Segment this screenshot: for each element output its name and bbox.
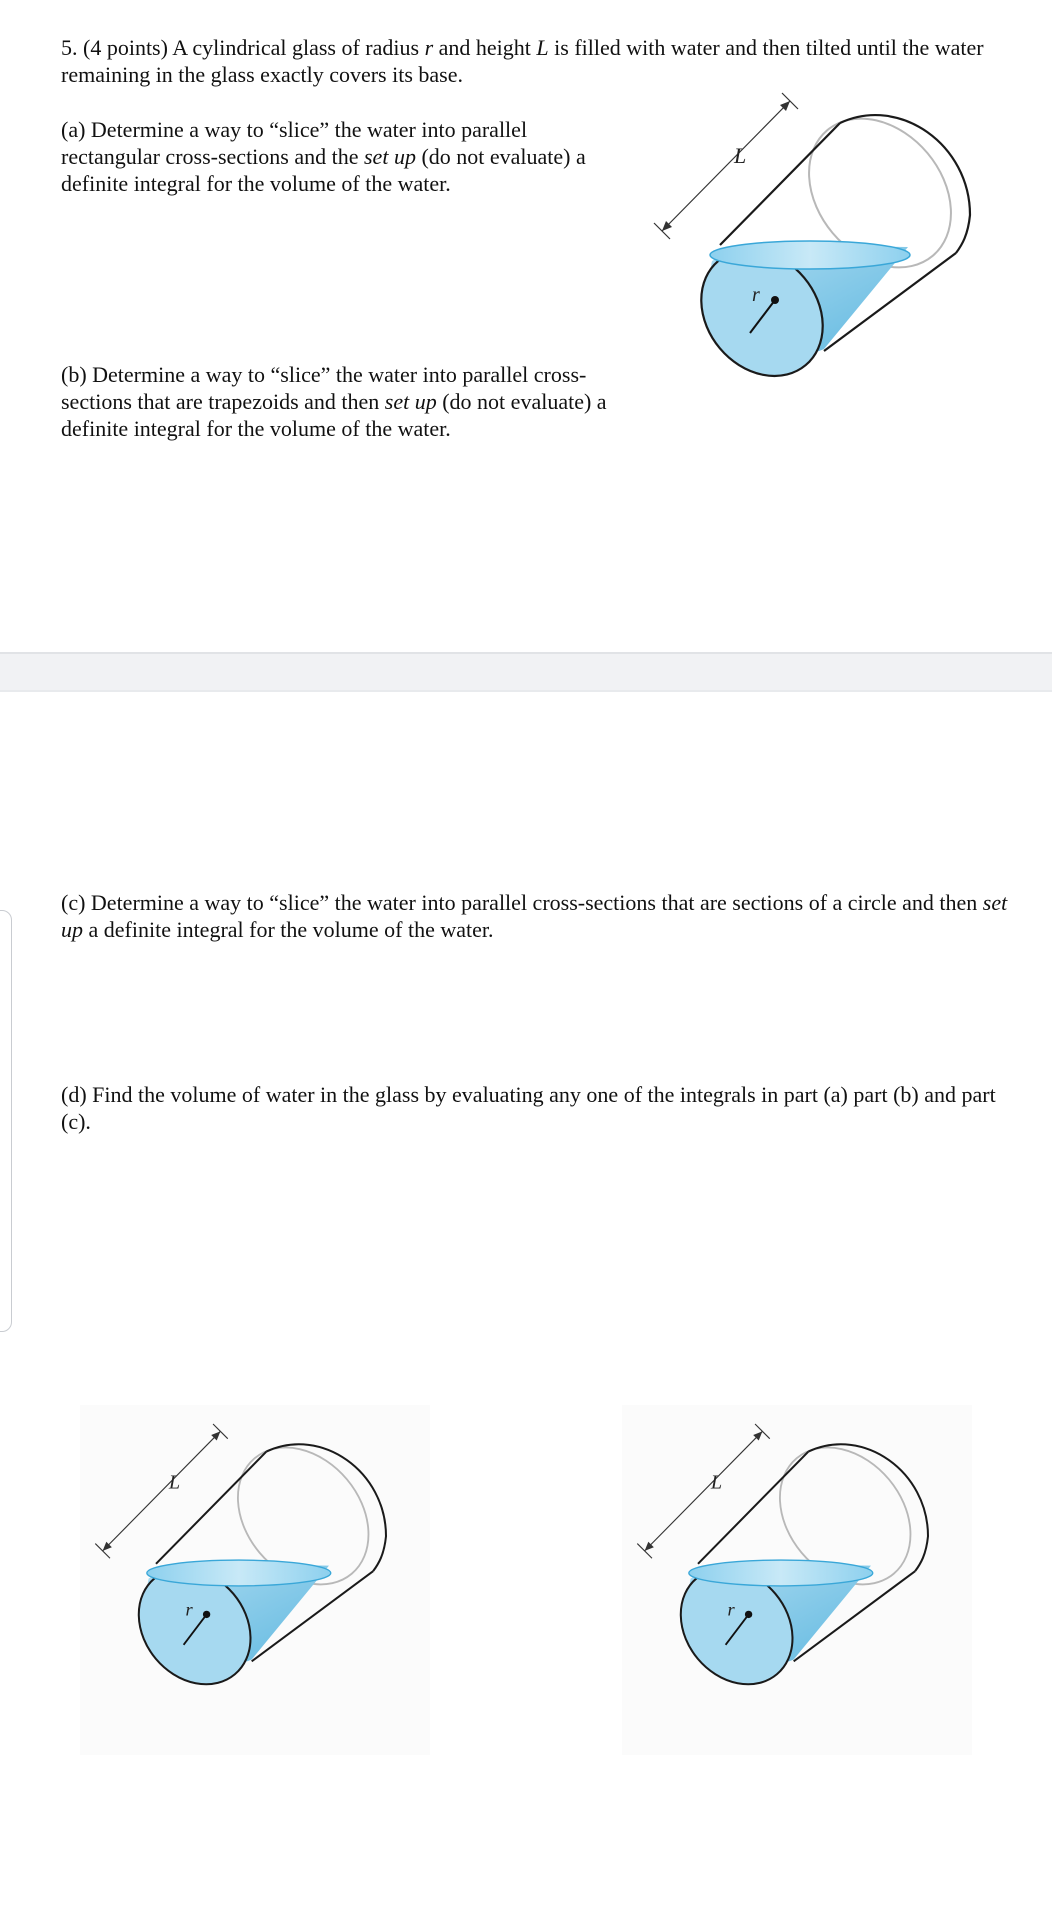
intro-text-2: and height bbox=[433, 35, 537, 60]
dimension-line-L bbox=[662, 101, 790, 231]
glass-figure-bottom-left bbox=[80, 1405, 430, 1755]
intro-text-3: is filled with water and then tilted until the water remaining in the glass exactly covers its base. bbox=[61, 35, 984, 87]
glass-drawing bbox=[110, 1435, 423, 1748]
glass-wall-left bbox=[720, 123, 840, 245]
dimension-line-L bbox=[103, 1431, 221, 1551]
glass-top-rim-front bbox=[808, 1444, 928, 1571]
part-c-text-1: (c) Determine a way to “slice” the water into parallel cross-sections that are sections of a circle and then bbox=[61, 890, 983, 915]
part-d-text: (d) Find the volume of water in the glass by evaluating any one of the integrals in part (a) part (b) and part (c). bbox=[61, 1082, 996, 1134]
part-b-text-1: (b) Determine a way to “slice” the water into parallel cross-sections that are trapezoids and then bbox=[61, 362, 587, 414]
part-d-question bbox=[61, 1081, 1021, 1135]
part-b-text-2: (do not evaluate) a definite integral for the volume of the water. bbox=[61, 389, 607, 441]
part-a-text-2: (do not evaluate) a definite integral for the volume of the water. bbox=[61, 144, 586, 196]
water-surface bbox=[710, 241, 910, 269]
glass-wall-left bbox=[156, 1452, 266, 1564]
glass-top-rim-front bbox=[840, 115, 970, 253]
glass-wall-left bbox=[698, 1452, 808, 1564]
part-a-text-1: (a) Determine a way to “slice” the water into parallel rectangular cross-sections and the bbox=[61, 117, 528, 169]
water-surface bbox=[147, 1560, 331, 1586]
label-r: r bbox=[185, 1599, 193, 1620]
page-divider bbox=[0, 652, 1052, 692]
label-L: L bbox=[710, 1471, 723, 1494]
var-r: r bbox=[424, 35, 434, 60]
label-r: r bbox=[727, 1599, 735, 1620]
glass-drawing bbox=[670, 105, 1010, 445]
part-c-emph: set up bbox=[61, 890, 1008, 942]
side-panel-edge bbox=[0, 910, 12, 1332]
glass-drawing bbox=[652, 1435, 965, 1748]
label-L: L bbox=[168, 1471, 181, 1494]
part-c-text-2: a definite integral for the volume of the water. bbox=[83, 917, 494, 942]
part-c-question bbox=[61, 889, 1021, 943]
glass-figure-top bbox=[650, 90, 990, 430]
label-r: r bbox=[752, 284, 760, 306]
problem-intro bbox=[61, 34, 1021, 88]
label-L: L bbox=[734, 143, 747, 168]
intro-text-1: 5. (4 points) A cylindrical glass of radius bbox=[61, 35, 425, 60]
part-a-question bbox=[61, 116, 621, 197]
part-b-emph: set up bbox=[384, 389, 437, 414]
part-b-question bbox=[61, 361, 621, 442]
dimension-line-L bbox=[645, 1431, 763, 1551]
glass-top-rim-front bbox=[266, 1444, 386, 1571]
part-a-emph: set up bbox=[364, 144, 416, 169]
glass-figure-bottom-right bbox=[622, 1405, 972, 1755]
var-L: L bbox=[536, 35, 549, 60]
water-surface bbox=[689, 1560, 873, 1586]
